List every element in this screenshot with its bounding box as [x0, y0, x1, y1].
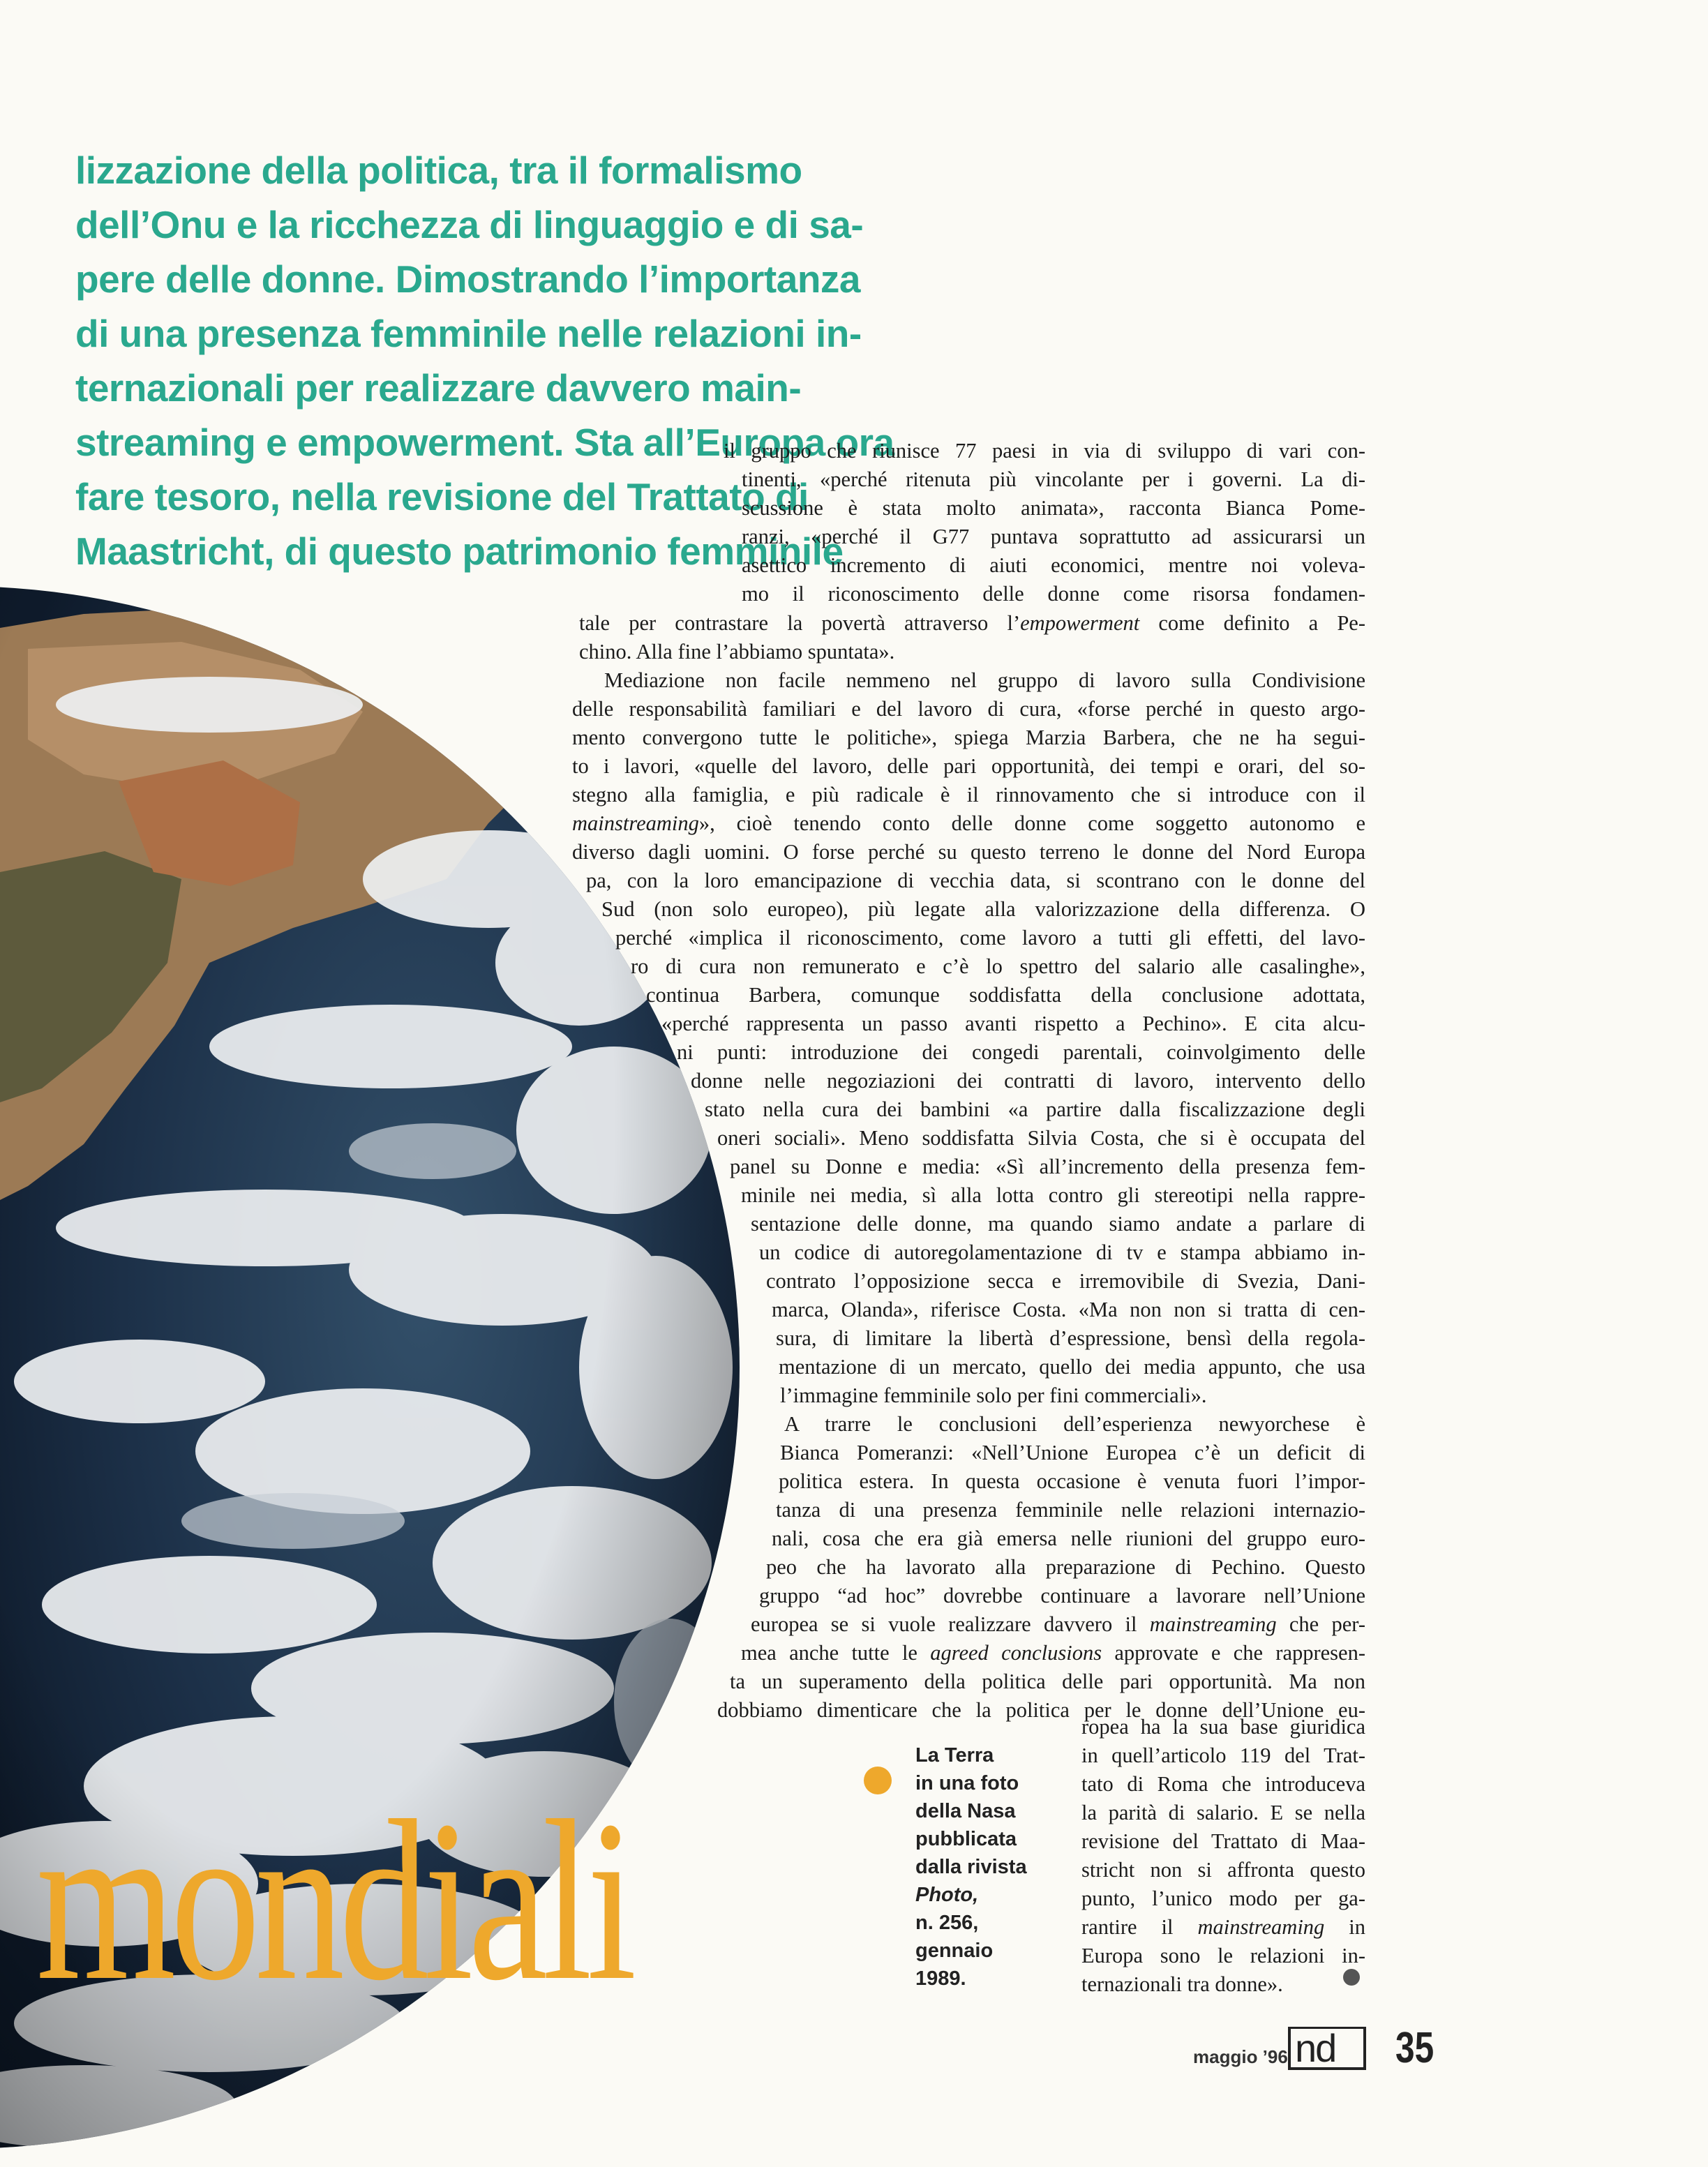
- title-i-dot: [864, 1767, 892, 1794]
- body-line: A trarre le conclusioni dell’esperienza newyorchese è: [784, 1412, 1365, 1436]
- caption-line: dalla rivista: [915, 1856, 1027, 1878]
- body-line: tale per contrastare la povertà attraverso l’empowerment come definito a Pe-: [579, 611, 1366, 635]
- pull-quote-line: dell’Onu e la ricchezza di linguaggio e di sa-: [75, 203, 864, 246]
- body-line: mea anche tutte le agreed conclusions approvate e che rappresen-: [741, 1641, 1365, 1665]
- caption-line: della Nasa: [915, 1800, 1016, 1822]
- body-line: stegno alla famiglia, e più radicale è il rinnovamento che si introduce con il: [572, 783, 1365, 807]
- section-title: mondiali: [36, 1774, 631, 2028]
- pull-quote: [75, 143, 894, 578]
- body-line: Bianca Pomeranzi: «Nell’Unione Europea c’è un deficit di: [780, 1441, 1365, 1464]
- page-number: 35: [1395, 2024, 1434, 2072]
- body-line: sura, di limitare la libertà d’espressione, bensì della regola-: [776, 1326, 1365, 1350]
- body-line: gruppo “ad hoc” dovrebbe continuare a lavorare nell’Unione: [759, 1584, 1365, 1607]
- body-line: stato nella cura dei bambini «a partire dalla fiscalizzazione degli: [705, 1097, 1365, 1121]
- caption-line: 1989.: [915, 1967, 966, 1990]
- body-line: ropea ha la sua base giuridica: [1081, 1715, 1365, 1739]
- page-footer: [1193, 2024, 1486, 2083]
- body-line: tanza di una presenza femminile nelle relazioni internazio-: [776, 1498, 1365, 1522]
- body-line: diverso dagli uomini. O forse perché su questo terreno le donne del Nord Europa: [572, 840, 1365, 864]
- caption-line: in una foto: [915, 1772, 1019, 1794]
- body-line: pa, con la loro emancipazione di vecchia data, si scontrano con le donne del: [586, 869, 1365, 892]
- body-line: tato di Roma che introduceva: [1081, 1772, 1365, 1796]
- body-line: marca, Olanda», riferisce Costa. «Ma non non si tratta di cen-: [772, 1298, 1365, 1321]
- magazine-logo: [1288, 2027, 1366, 2070]
- body-line: la parità di salario. E se nella: [1081, 1801, 1365, 1824]
- body-line: oneri sociali». Meno soddisfatta Silvia Costa, che si è occupata del: [717, 1126, 1365, 1150]
- body-line: delle responsabilità familiari e del lavoro di cura, «forse perché in questo argo-: [572, 697, 1365, 721]
- body-line: mo il riconoscimento delle donne come risorsa fondamen-: [742, 582, 1365, 606]
- body-line: ta un superamento della politica delle pari opportunità. Ma non: [730, 1670, 1365, 1693]
- article-body-bottom: [1081, 1713, 1365, 1999]
- pull-quote-line: fare tesoro, nella revisione del Trattato di: [75, 475, 809, 518]
- body-line: mainstreaming», cioè tenendo conto delle donne come soggetto autonomo e: [572, 811, 1365, 835]
- body-line: revisione del Trattato di Maa-: [1081, 1829, 1365, 1853]
- body-line: politica estera. In questa occasione è venuta fuori l’impor-: [779, 1469, 1365, 1493]
- photo-caption: [915, 1741, 1062, 1993]
- body-line: Mediazione non facile nemmeno nel gruppo di lavoro sulla Condivisione: [604, 668, 1365, 692]
- pull-quote-line: pere delle donne. Dimostrando l’importanza: [75, 257, 861, 301]
- body-line: il gruppo che riunisce 77 paesi in via di sviluppo di vari con-: [724, 439, 1365, 463]
- article-body-main: [0, 609, 1365, 1725]
- end-of-article-dot: [1343, 1969, 1360, 1986]
- article-body-top: [724, 437, 1365, 608]
- body-line: contrato l’opposizione secca e irremovibile di Svezia, Dani-: [766, 1269, 1365, 1293]
- caption-line: gennaio: [915, 1940, 994, 1962]
- body-line: panel su Donne e media: «Sì all’incremento della presenza fem-: [730, 1155, 1365, 1178]
- body-line: peo che ha lavorato alla preparazione di Pechino. Questo: [766, 1555, 1365, 1579]
- magazine-logo-text: nd: [1295, 2026, 1336, 2070]
- body-line: mentazione di un mercato, quello dei media appunto, che usa: [779, 1355, 1365, 1379]
- body-line: donne nelle negoziazioni dei contratti di lavoro, intervento dello: [691, 1069, 1365, 1093]
- body-line: mento convergono tutte le politiche», spiega Marzia Barbera, che ne ha segui-: [572, 726, 1365, 749]
- body-line: asettico incremento di aiuti economici, mentre noi voleva-: [742, 553, 1365, 577]
- pull-quote-line: di una presenza femminile nelle relazioni in-: [75, 312, 862, 355]
- body-line: Europa sono le relazioni in-: [1081, 1944, 1365, 1967]
- pull-quote-line: ternazionali per realizzare davvero main-: [75, 366, 802, 410]
- caption-line: pubblicata: [915, 1828, 1017, 1850]
- body-line: stricht non si affronta questo: [1081, 1858, 1365, 1882]
- body-line: continua Barbera, comunque soddisfatta della conclusione adottata,: [646, 983, 1365, 1007]
- body-line: Sud (non solo europeo), più legate alla valorizzazione della differenza. O: [601, 897, 1365, 921]
- body-line: punto, l’unico modo per ga-: [1081, 1887, 1365, 1910]
- body-line: tinenti, «perché ritenuta più vincolante per i governi. La di-: [742, 467, 1365, 491]
- pull-quote-line: Maastricht, di questo patrimonio femminile: [75, 530, 844, 573]
- pull-quote-line: streaming e empowerment. Sta all’Europa ora: [75, 421, 894, 464]
- caption-line: n. 256,: [915, 1912, 979, 1934]
- body-line: dobbiamo dimenticare che la politica per le donne dell’Unione eu-: [717, 1698, 1365, 1722]
- body-line: rantire il mainstreaming in: [1081, 1915, 1365, 1939]
- caption-line: Photo,: [915, 1884, 979, 1906]
- body-line: l’immagine femminile solo per fini commerciali».: [780, 1384, 1207, 1407]
- pull-quote-line: lizzazione della politica, tra il formalismo: [75, 149, 802, 192]
- body-line: chino. Alla fine l’abbiamo spuntata».: [579, 640, 895, 663]
- caption-line: La Terra: [915, 1744, 994, 1767]
- body-line: nali, cosa che era già emersa nelle riunioni del gruppo euro-: [772, 1527, 1365, 1550]
- body-line: ranzi, «perché il G77 puntava soprattutto ad assicurarsi un: [742, 525, 1365, 548]
- body-line: in quell’articolo 119 del Trat-: [1081, 1744, 1365, 1767]
- body-line: un codice di autoregolamentazione di tv e stampa abbiamo in-: [759, 1240, 1365, 1264]
- body-line: to i lavori, «quelle del lavoro, delle pari opportunità, dei tempi e orari, del so-: [572, 754, 1365, 778]
- body-line: ternazionali tra donne».: [1081, 1972, 1283, 1996]
- body-line: sentazione delle donne, ma quando siamo andate a parlare di: [751, 1212, 1365, 1236]
- body-line: ro di cura non remunerato e c’è lo spettro del salario alle casalinghe»,: [631, 954, 1365, 978]
- body-line: ni punti: introduzione dei congedi parentali, coinvolgimento delle: [677, 1040, 1365, 1064]
- body-line: europea se si vuole realizzare davvero il mainstreaming che per-: [751, 1612, 1365, 1636]
- body-line: «perché rappresenta un passo avanti rispetto a Pechino». E cita alcu-: [661, 1012, 1365, 1035]
- body-line: perché «implica il riconoscimento, come lavoro a tutti gli effetti, del lavo-: [615, 926, 1365, 950]
- body-line: scussione è stata molto animata», racconta Bianca Pome-: [742, 496, 1365, 520]
- body-line: minile nei media, sì alla lotta contro gli stereotipi nella rappre-: [741, 1183, 1365, 1207]
- issue-date: maggio ’96: [1193, 2046, 1288, 2067]
